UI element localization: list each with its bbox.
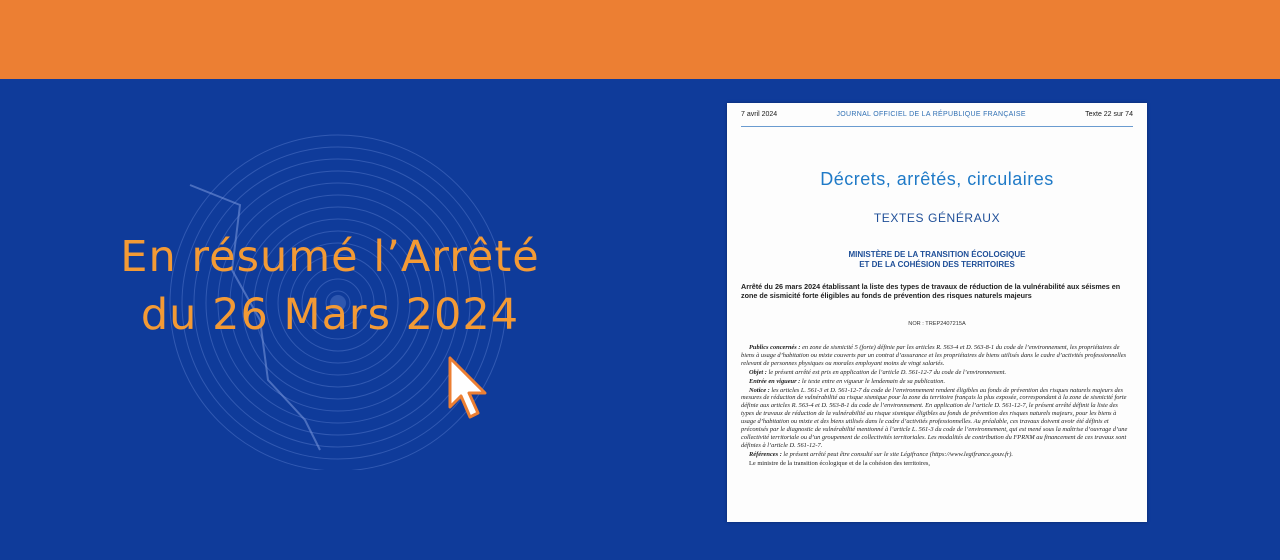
document-date: 7 avril 2024	[741, 111, 778, 118]
objet-label: Objet :	[749, 368, 767, 376]
document-title: Décrets, arrêtés, circulaires	[820, 169, 1054, 189]
arrete-title: Arrêté du 26 mars 2024 établissant la liste des types de travaux de réduction de la vulnérabilité aux séismes en zone de sismicité forte éligibles au fonds de prévention des risques naturels majeurs	[741, 282, 1121, 300]
entree-text: le texte entre en vigueur le lendemain de sa publication.	[800, 377, 946, 385]
publics-paragraph	[741, 344, 1129, 368]
entree-paragraph	[741, 378, 1129, 386]
ministry-line-1: MINISTÈRE DE LA TRANSITION ÉCOLOGIQUE	[848, 250, 1026, 259]
notice-text: les articles L. 561-3 et D. 561-12-7 du code de l’environnement rendent éligibles au fonds de prévention des risques naturels majeurs des mesures de réduction de vulnérabilité au risque sismique pour la zone du territoire français la plus exposée, correspondant à la zone de sismicité forte définie aux articles R. 563-4 et D. 563-8-1 du code de l’environnement. En application de l’article D. 561-12-7, le présent arrêté définit la liste des types de travaux de réduction de la vulnérabilité au risque sismique éligibles au fonds de prévention des risques naturels majeurs, pour les biens à usage d’habitation ou mixte et des biens utilisés dans le cadre d’activités professionnelles. Au préalable, ces travaux doivent avoir été définis et préconisés par le diagnostic de vulnérabilité mentionné à l’article L. 561-3 du code de l’environnement, qui est mené sous la maîtrise d’ouvrage d’une collectivité territoriale ou d’un groupement de collectivités territoriales. Les modalités de contribution du FPRNM au financement de ces travaux sont définies à l’article D. 561-12-7.	[741, 386, 1128, 449]
headline	[80, 228, 580, 344]
objet-paragraph	[741, 369, 1129, 377]
document-subtitle: TEXTES GÉNÉRAUX	[873, 211, 1001, 225]
headline-line-2: du 26 Mars 2024	[140, 290, 520, 340]
journal-name: JOURNAL OFFICIEL DE LA RÉPUBLIQUE FRANÇAISE	[836, 111, 1026, 118]
minister-line: Le ministre de la transition écologique et de la cohésion des territoires,	[749, 459, 931, 467]
document-body	[741, 344, 1129, 469]
references-text: le présent arrêté peut être consulté sur le site Légifrance (https://www.legifrance.gouv.fr).	[781, 450, 1013, 458]
headline-line-1: En résumé l’Arrêté	[120, 232, 540, 282]
nor-reference: NOR : TREP2407215A	[908, 321, 966, 327]
references-label: Références :	[749, 450, 782, 458]
objet-text: le présent arrêté est pris en application de l’article D. 561-12-7 du code de l’environnement.	[766, 368, 1007, 376]
ministry-line-2: ET DE LA COHÉSION DES TERRITOIRES	[859, 260, 1015, 269]
ministry-heading	[727, 250, 1147, 270]
top-orange-band	[0, 0, 1280, 79]
notice-paragraph	[741, 387, 1129, 450]
references-paragraph	[741, 451, 1129, 459]
notice-label: Notice :	[749, 386, 770, 394]
publics-text: en zone de sismicité 5 (forte) définie par les articles R. 563-4 et D. 563-8-1 du code de l’environnement, les propriétaires de biens à usage d’habitation ou mixte couverts par un contrat d’assurance et les propriétaires de biens utilisés dans le cadre d’activités professionnelles relevant de personnes physiques ou morales employant moins de vingt salariés.	[741, 344, 1127, 367]
document-header	[741, 111, 1133, 127]
mouse-pointer-icon	[445, 355, 495, 425]
journal-officiel-document	[727, 103, 1147, 522]
entree-label: Entrée en vigueur :	[749, 377, 801, 385]
publics-label: Publics concernés :	[749, 344, 801, 351]
document-page: Texte 22 sur 74	[1085, 111, 1133, 118]
